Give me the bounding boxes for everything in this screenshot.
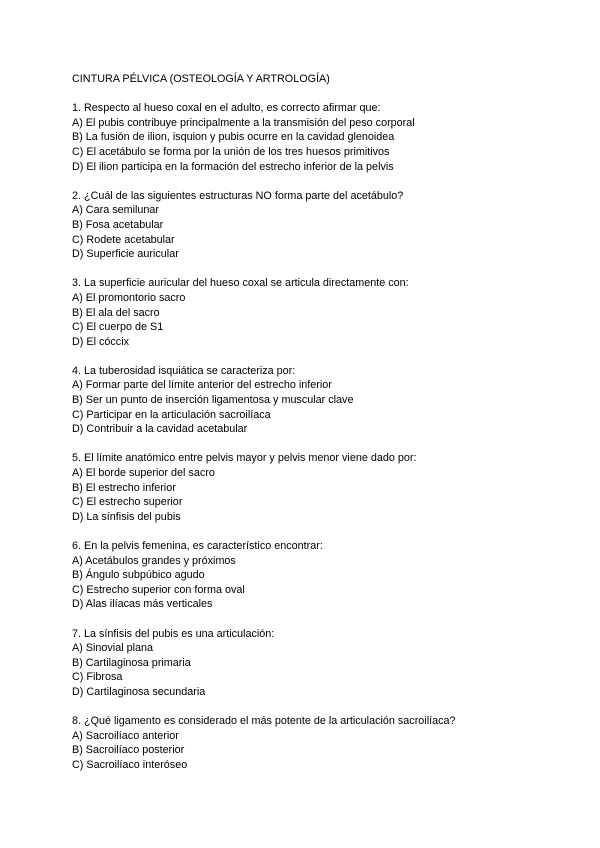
answer-option: C) Sacroilíaco interóseo bbox=[72, 758, 188, 771]
answer-option: B) La fusión de ilion, isquion y pubis ocurre en la cavidad glenoidea bbox=[72, 131, 395, 144]
answer-option: D) Cartilaginosa secundaria bbox=[72, 685, 206, 698]
answer-option: A) El promontorio sacro bbox=[72, 291, 186, 304]
question-block bbox=[72, 451, 542, 524]
question-prompt: 3. La superficie auricular del hueso coxal se articula directamente con: bbox=[72, 277, 409, 290]
answer-option: D) Superficie auricular bbox=[72, 248, 179, 261]
answer-option: C) El cuerpo de S1 bbox=[72, 321, 164, 334]
answer-option: C) Estrecho superior con forma oval bbox=[72, 583, 245, 596]
question-block bbox=[72, 101, 542, 174]
question-block bbox=[72, 276, 542, 349]
answer-option: B) El ala del sacro bbox=[72, 306, 160, 319]
answer-option: B) Fosa acetabular bbox=[72, 218, 164, 231]
question-block bbox=[72, 539, 542, 612]
question-prompt: 6. En la pelvis femenina, es característico encontrar: bbox=[72, 540, 323, 552]
answer-option: C) Rodete acetabular bbox=[72, 233, 175, 246]
question-block bbox=[72, 627, 542, 700]
answer-option: D) La sínfisis del pubis bbox=[72, 510, 181, 523]
answer-option: B) Ser un punto de inserción ligamentosa y muscular clave bbox=[72, 394, 354, 407]
question-prompt: 1. Respecto al hueso coxal en el adulto, es correcto afirmar que: bbox=[72, 102, 381, 115]
question-prompt: 2. ¿Cuál de las siguientes estructuras NO forma parte del acetábulo? bbox=[72, 189, 404, 202]
answer-option: C) El estrecho superior bbox=[72, 496, 183, 509]
question-block bbox=[72, 364, 542, 437]
answer-option: D) Contribuir a la cavidad acetabular bbox=[72, 423, 248, 436]
answer-option: A) Acetábulos grandes y próximos bbox=[72, 554, 236, 567]
answer-option: D) El cóccix bbox=[72, 335, 129, 348]
answer-option: B) Sacroilíaco posterior bbox=[72, 744, 185, 757]
answer-option: C) Participar en la articulación sacroilíaca bbox=[72, 408, 271, 421]
answer-option: B) Cartilaginosa primaria bbox=[72, 656, 191, 669]
answer-option: A) El pubis contribuye principalmente a la transmisión del peso corporal bbox=[72, 116, 415, 129]
answer-option: A) Sinovial plana bbox=[72, 642, 154, 655]
answer-option: C) Fibrosa bbox=[72, 671, 123, 684]
answer-option: C) El acetábulo se forma por la unión de los tres huesos primitivos bbox=[72, 145, 390, 158]
question-prompt: 5. El límite anatómico entre pelvis mayor y pelvis menor viene dado por: bbox=[72, 452, 417, 465]
question-prompt: 8. ¿Qué ligamento es considerado el más potente de la articulación sacroilíaca? bbox=[72, 715, 456, 728]
question-block bbox=[72, 714, 542, 772]
document-content bbox=[72, 72, 542, 787]
answer-option: A) El borde superior del sacro bbox=[72, 467, 215, 480]
document-title: CINTURA PÉLVICA (OSTEOLOGÍA Y ARTROLOGÍA) bbox=[72, 73, 330, 85]
answer-option: A) Cara semilunar bbox=[72, 204, 160, 217]
answer-option: A) Sacroilíaco anterior bbox=[72, 729, 179, 742]
answer-option: A) Formar parte del límite anterior del estrecho inferior bbox=[72, 379, 332, 392]
answer-option: B) El estrecho inferior bbox=[72, 481, 176, 494]
question-block bbox=[72, 189, 542, 262]
question-prompt: 7. La sínfisis del pubis es una articulación: bbox=[72, 627, 275, 640]
answer-option: D) El ilion participa en la formación del estrecho inferior de la pelvis bbox=[72, 160, 394, 173]
answer-option: B) Ángulo subpúbico agudo bbox=[72, 569, 205, 582]
answer-option: D) Alas ilíacas más verticales bbox=[72, 598, 213, 611]
question-prompt: 4. La tuberosidad isquiática se caracteriza por: bbox=[72, 364, 296, 377]
